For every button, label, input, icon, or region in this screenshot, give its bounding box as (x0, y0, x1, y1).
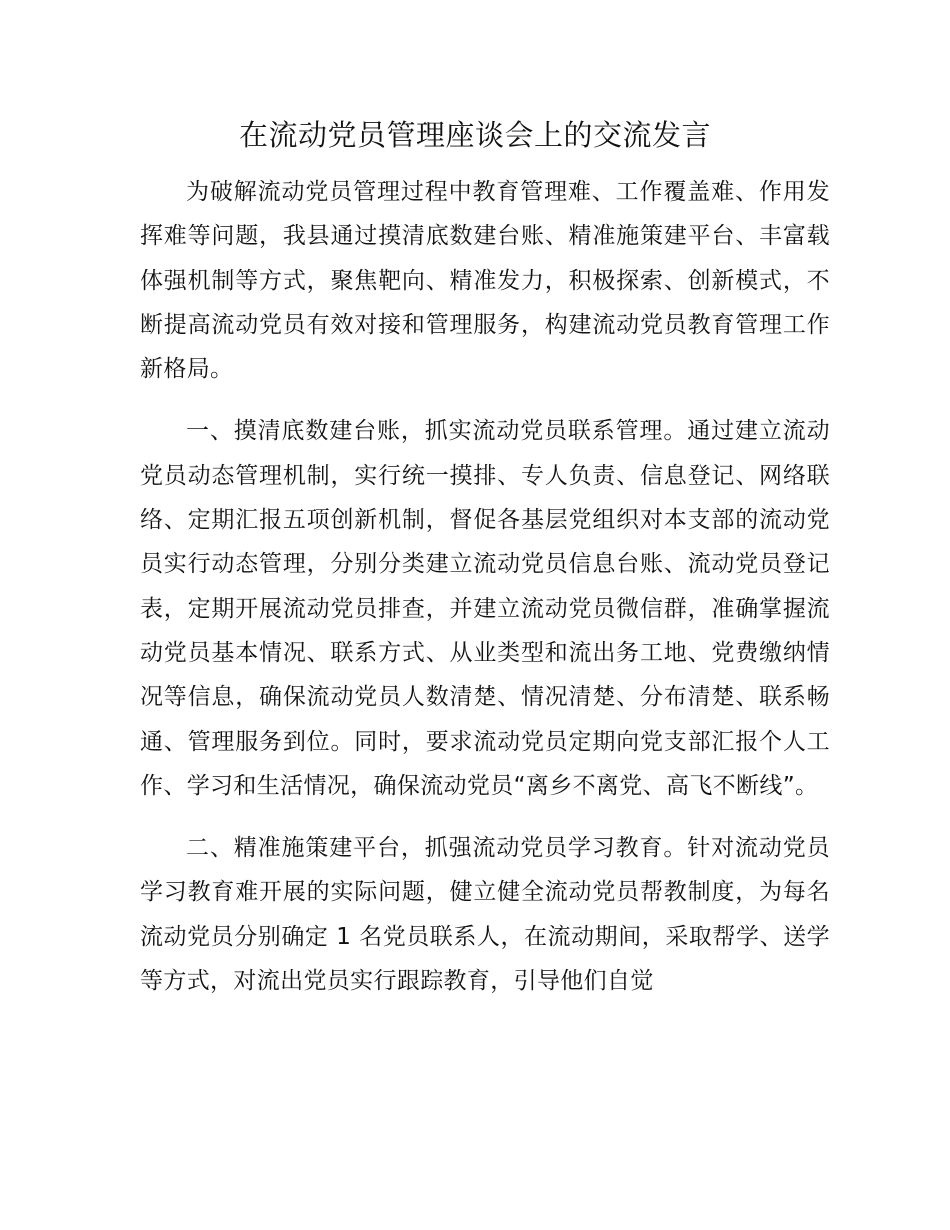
document-body (140, 170, 830, 1021)
paragraph-section-2: 二、精准施策建平台，抓强流动党员学习教育。针对流动党员学习教育难开展的实际问题，健立健全流动党员帮教制度，为每名流动党员分别确定 1 名党员联系人，在流动期间，采取帮学、送学等方式，对流出党员实行跟踪教育，引导他们自觉 (140, 835, 830, 995)
document-title: 在流动党员管理座谈会上的交流发言 (238, 118, 711, 152)
paragraph-intro: 为破解流动党员管理过程中教育管理难、工作覆盖难、作用发挥难等问题，我县通过摸清底数建台账、精准施策建平台、丰富载体强机制等方式，聚焦靶向、精准发力，积极探索、创新模式，不断提高流动党员有效对接和管理服务，构建流动党员教育管理工作新格局。 (140, 179, 830, 383)
paragraph-section-1: 一、摸清底数建台账，抓实流动党员联系管理。通过建立流动党员动态管理机制，实行统一摸排、专人负责、信息登记、网络联络、定期汇报五项创新机制，督促各基层党组织对本支部的流动党员实行动态管理，分别分类建立流动党员信息台账、流动党员登记表，定期开展流动党员排查，并建立流动党员微信群，准确掌握流动党员基本情况、联系方式、从业类型和流出务工地、党费缴纳情况等信息，确保流动党员人数清楚、情况清楚、分布清楚、联系畅通、管理服务到位。同时，要求流动党员定期向党支部汇报个人工作、学习和生活情况，确保流动党员“离乡不离党、高飞不断线”。 (140, 418, 830, 799)
